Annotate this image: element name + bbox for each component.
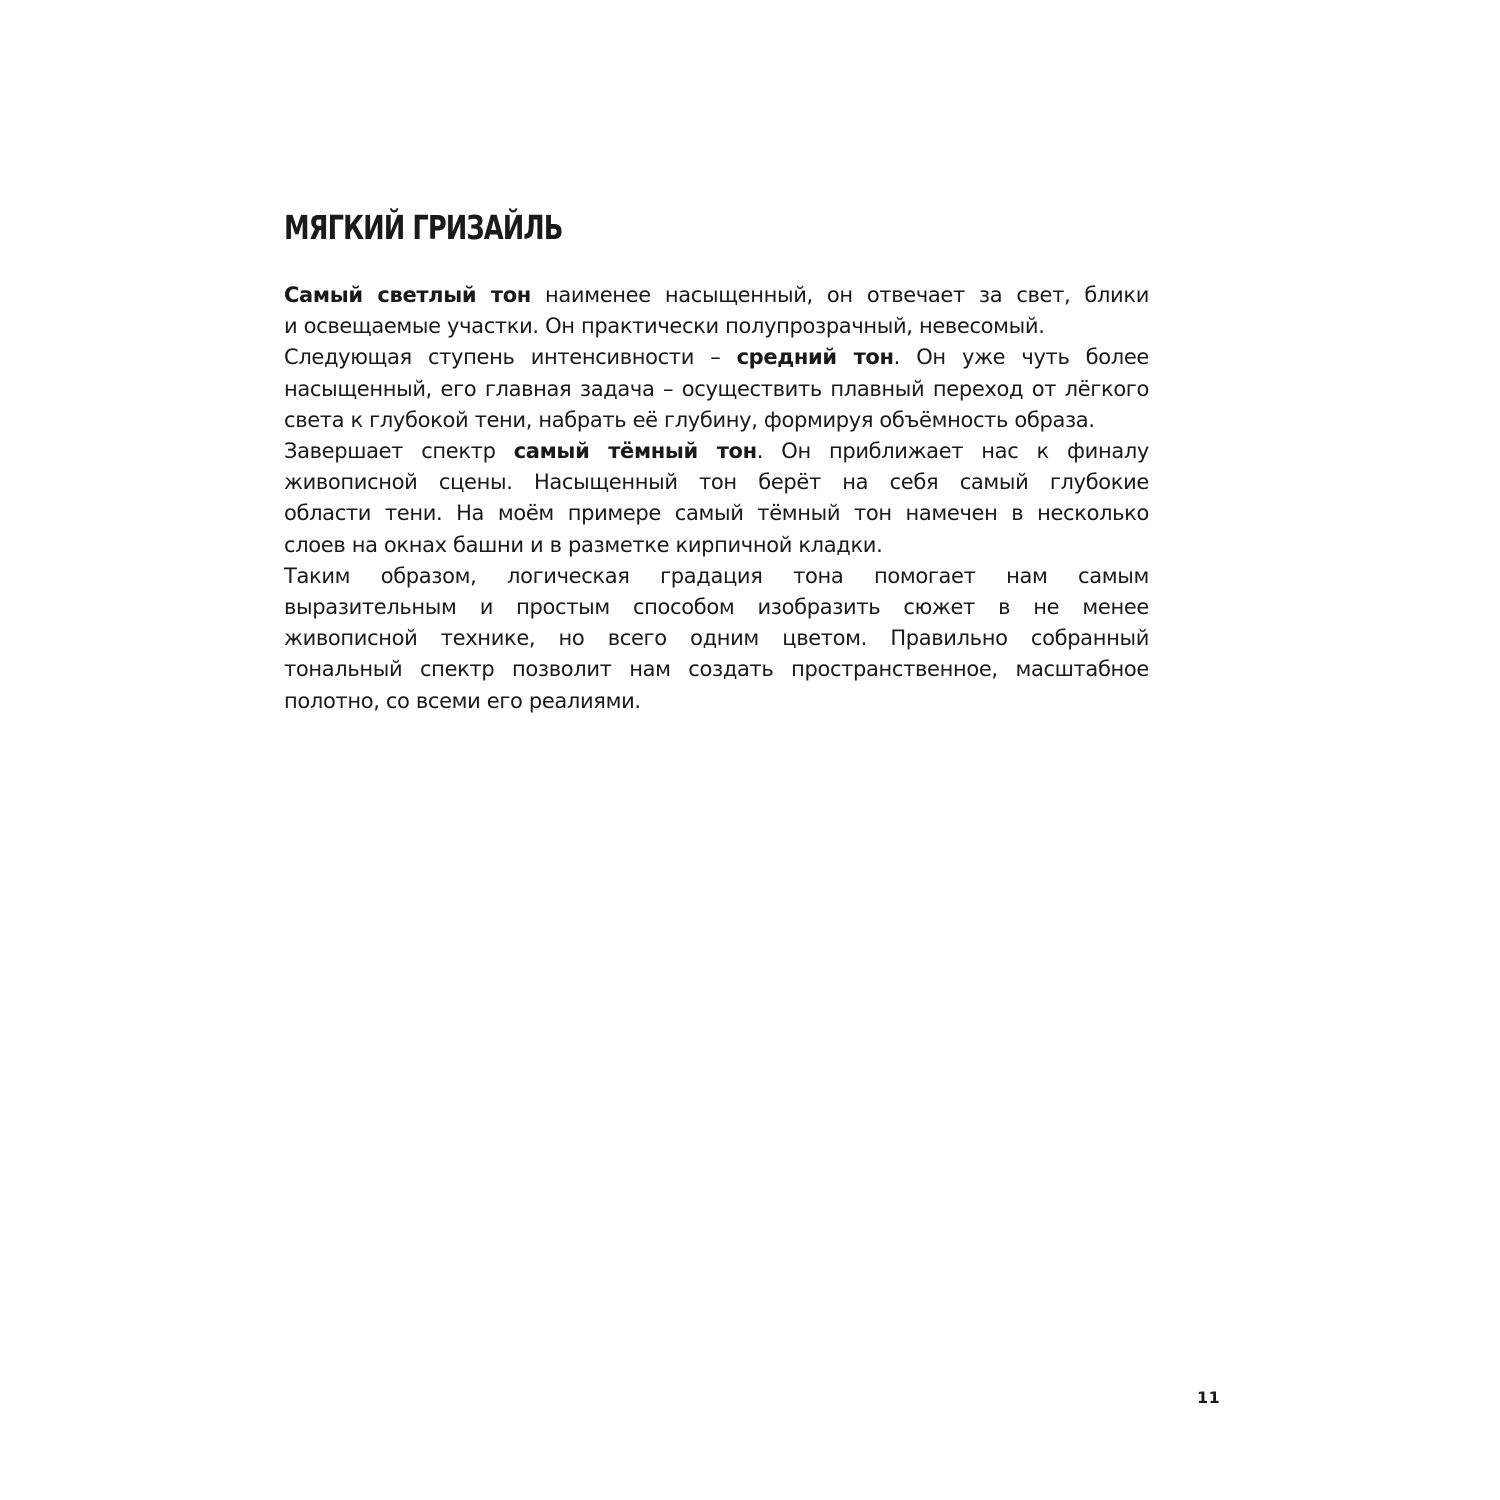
text-line bbox=[284, 686, 1149, 717]
bold-term: самый тёмный тон bbox=[513, 439, 757, 464]
text-line bbox=[284, 342, 1149, 373]
text-segment: выразительным и простым способом изобразить сюжет в не менее bbox=[284, 595, 1149, 620]
text-line bbox=[284, 561, 1149, 592]
text-segment: области тени. На моём примере самый тёмный тон намечен в несколько bbox=[284, 501, 1149, 526]
text-segment: света к глубокой тени, набрать её глубину, формируя объёмность образа. bbox=[284, 407, 1095, 432]
text-line bbox=[284, 530, 1149, 561]
text-segment: полотно, со всеми его реалиями. bbox=[284, 688, 641, 713]
text-segment: Следующая ступень интенсивности – bbox=[284, 345, 737, 370]
text-segment: тональный спектр позволит нам создать пространственное, масштабное bbox=[284, 657, 1149, 682]
page-number: 11 bbox=[1197, 1388, 1221, 1407]
text-line bbox=[284, 623, 1149, 654]
text-segment: . Он приближает нас к финалу bbox=[756, 439, 1149, 464]
text-line bbox=[284, 311, 1149, 342]
text-segment: живописной сцены. Насыщенный тон берёт на себя самый глубокие bbox=[284, 470, 1149, 495]
bold-term: Самый светлый тон bbox=[284, 283, 531, 307]
text-line bbox=[284, 436, 1149, 467]
text-segment: Завершает спектр bbox=[284, 439, 514, 464]
text-segment: насыщенный, его главная задача – осуществить плавный переход от лёгкого bbox=[284, 376, 1149, 401]
text-line bbox=[284, 280, 1149, 311]
text-line bbox=[284, 654, 1149, 685]
text-segment: живописной технике, но всего одним цветом. Правильно собранный bbox=[284, 626, 1149, 651]
text-segment: наименее насыщенный, он отвечает за свет, блики bbox=[530, 283, 1149, 307]
text-line bbox=[284, 498, 1149, 529]
page-title: МЯГКИЙ ГРИЗАЙЛЬ bbox=[284, 208, 563, 247]
text-line bbox=[284, 374, 1149, 405]
text-line bbox=[284, 467, 1149, 498]
text-segment: слоев на окнах башни и в разметке кирпичной кладки. bbox=[284, 532, 883, 557]
bold-term: средний тон bbox=[736, 345, 894, 370]
text-line bbox=[284, 592, 1149, 623]
text-segment: Таким образом, логическая градация тона помогает нам самым bbox=[284, 563, 1149, 588]
text-segment: . Он уже чуть более bbox=[893, 345, 1149, 370]
text-segment: и освещаемые участки. Он практически полупрозрачный, невесомый. bbox=[284, 314, 1045, 339]
body-text bbox=[284, 280, 1149, 717]
text-line bbox=[284, 405, 1149, 436]
